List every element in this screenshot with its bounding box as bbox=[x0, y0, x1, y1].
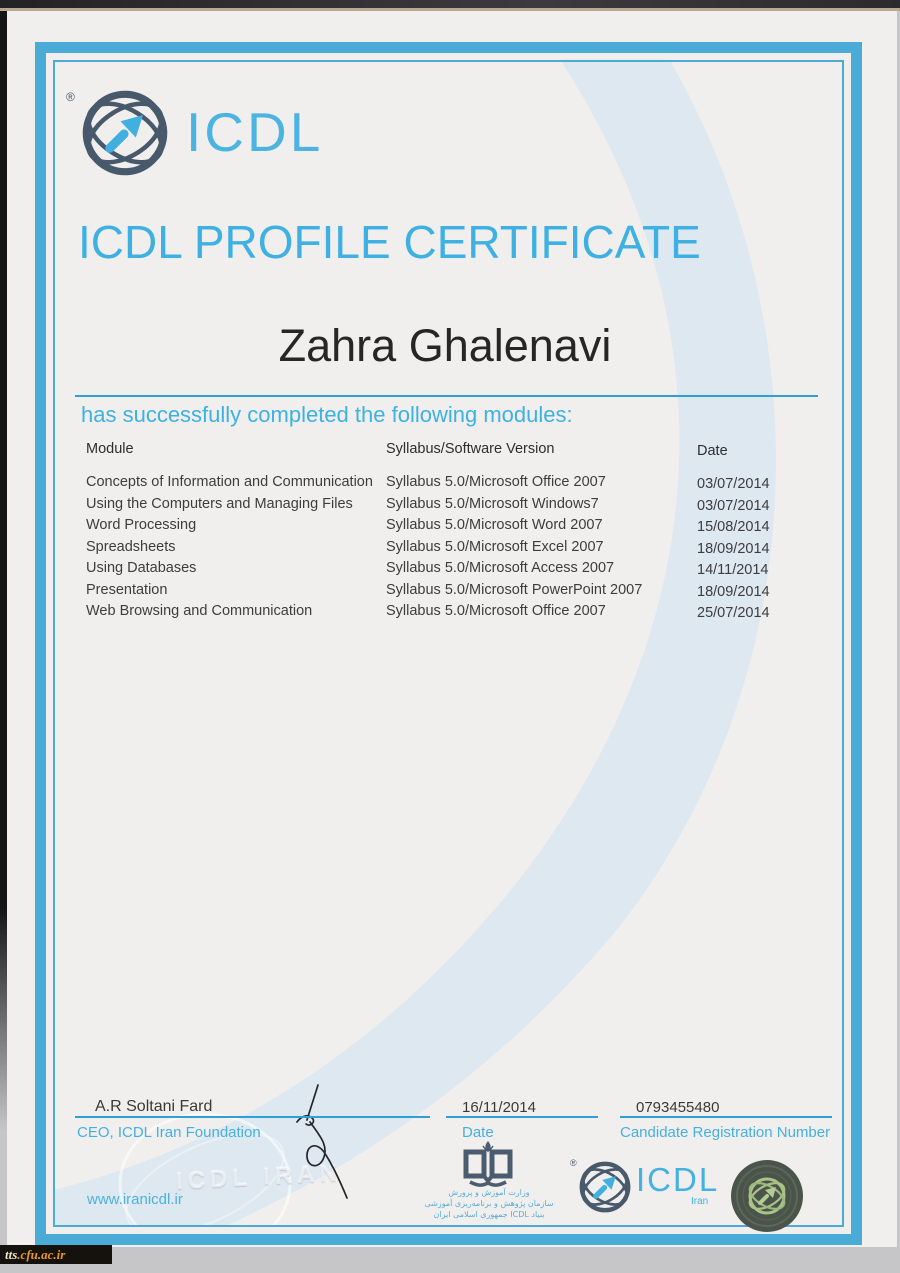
recipient-name: Zahra Ghalenavi bbox=[278, 320, 612, 371]
icdl-globe-icon bbox=[80, 88, 170, 178]
ministry-text-line1: وزارت آموزش و پرورش bbox=[448, 1188, 530, 1197]
watermark-suffix: .cfu.ac.ir bbox=[17, 1246, 66, 1262]
issue-date-value: 16/11/2014 bbox=[462, 1099, 536, 1116]
site-watermark-badge bbox=[0, 1245, 112, 1264]
column-header-date: Date bbox=[697, 443, 728, 459]
completion-statement: has successfully completed the following modules: bbox=[81, 402, 573, 427]
registered-trademark-symbol: ® bbox=[570, 1158, 577, 1168]
certificate-title: ICDL PROFILE CERTIFICATE bbox=[78, 216, 701, 268]
signatory-role: CEO, ICDL Iran Foundation bbox=[77, 1124, 261, 1141]
module-cell: Web Browsing and Communication bbox=[86, 603, 313, 619]
ministry-text-line3: بنیاد ICDL جمهوری اسلامی ایران bbox=[433, 1210, 545, 1219]
signatory-name: A.R Soltani Fard bbox=[95, 1098, 213, 1115]
handwritten-signature bbox=[280, 1078, 370, 1208]
date-cell: 15/08/2014 bbox=[697, 519, 770, 535]
syllabus-cell: Syllabus 5.0/Microsoft PowerPoint 2007 bbox=[386, 582, 643, 598]
syllabus-cell: Syllabus 5.0/Microsoft Access 2007 bbox=[386, 560, 615, 576]
ministry-of-education-logo bbox=[458, 1140, 518, 1188]
icdl-logo-wordmark: ICDL bbox=[186, 101, 324, 163]
ministry-text-line2: سازمان پژوهش و برنامه‌ریزی آموزشی bbox=[424, 1199, 554, 1208]
module-cell: Spreadsheets bbox=[86, 539, 176, 555]
syllabus-cell: Syllabus 5.0/Microsoft Word 2007 bbox=[386, 517, 603, 533]
embossed-icdl-iran-text: ICDL IRAN bbox=[175, 1159, 343, 1196]
registration-label: Candidate Registration Number bbox=[620, 1124, 831, 1141]
registration-underline bbox=[620, 1116, 832, 1118]
column-header-syllabus: Syllabus/Software Version bbox=[386, 441, 555, 457]
registered-trademark-symbol: ® bbox=[66, 90, 75, 104]
date-cell: 18/09/2014 bbox=[697, 584, 770, 600]
scan-edge-top bbox=[0, 0, 900, 8]
icdl-iran-sublabel: Iran bbox=[691, 1196, 709, 1207]
date-underline bbox=[446, 1116, 598, 1118]
syllabus-cell: Syllabus 5.0/Microsoft Office 2007 bbox=[386, 603, 606, 619]
date-cell: 18/09/2014 bbox=[697, 541, 770, 557]
issue-date-label: Date bbox=[462, 1124, 494, 1141]
watermark-prefix: tts bbox=[5, 1246, 18, 1262]
module-cell: Using Databases bbox=[86, 560, 197, 576]
syllabus-cell: Syllabus 5.0/Microsoft Windows7 bbox=[386, 496, 599, 512]
date-cell: 14/11/2014 bbox=[697, 562, 769, 578]
registration-number: 0793455480 bbox=[636, 1099, 720, 1116]
icdl-iran-wordmark: ICDL bbox=[636, 1161, 720, 1198]
icdl-iran-globe-icon bbox=[578, 1160, 632, 1214]
module-cell: Presentation bbox=[86, 582, 168, 598]
column-header-module: Module bbox=[86, 441, 134, 457]
website-link: www.iranicdl.ir bbox=[87, 1191, 183, 1208]
ministry-persian-text bbox=[413, 1187, 565, 1220]
date-cell: 03/07/2014 bbox=[697, 498, 770, 514]
syllabus-cell: Syllabus 5.0/Microsoft Excel 2007 bbox=[386, 539, 604, 555]
module-cell: Using the Computers and Managing Files bbox=[86, 496, 353, 512]
syllabus-cell: Syllabus 5.0/Microsoft Office 2007 bbox=[386, 474, 606, 490]
date-cell: 25/07/2014 bbox=[697, 605, 770, 621]
module-cell: Concepts of Information and Communication bbox=[86, 474, 373, 490]
scan-edge-left bbox=[0, 11, 7, 1131]
date-cell: 03/07/2014 bbox=[697, 476, 770, 492]
signature-underline bbox=[75, 1116, 430, 1118]
holographic-seal bbox=[729, 1158, 805, 1234]
header-divider-line bbox=[75, 395, 818, 397]
module-cell: Word Processing bbox=[86, 517, 197, 533]
